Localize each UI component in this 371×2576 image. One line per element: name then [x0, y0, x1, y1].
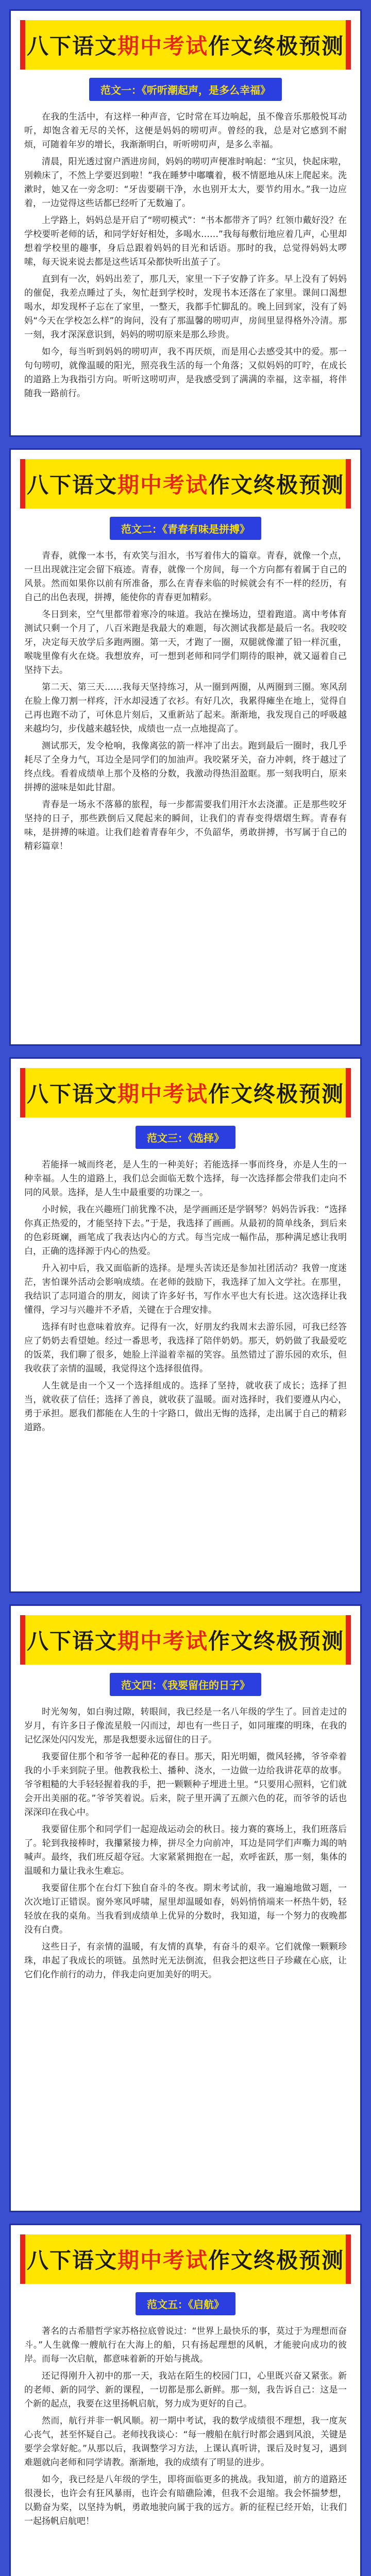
- banner-title: [20, 1068, 351, 1117]
- article-paragraph: 清晨，阳光透过窗户洒进房间，妈妈的唠叨声便准时响起：“宝贝，快起床啦，别赖床了，不然上学要迟到啦！”我在睡梦中嘟囔着，极不情愿地从床上爬起来。洗漱时，她又在一旁念叨：“牙齿要刷干净，水也别开太大，要节约用水。”我一边应着，一边觉得这些话都已经听了无数遍了。: [24, 157, 347, 209]
- article-body: [11, 545, 360, 866]
- article-card-3: [9, 1057, 362, 1593]
- banner-left-stripe: [20, 20, 25, 70]
- article-paragraph: 还记得刚升入初中的那一天，我站在陌生的校园门口，心里既兴奋又紧张。新的老师、新的同学、新的课程，一切都是那么新鲜。那一刻，我告诉自己：这是一个新的起点，我要在这里扬帆启航，努力成为更好的自己。: [24, 2371, 347, 2409]
- banner-title-suffix: 作文终极预测: [208, 472, 345, 498]
- article-paragraph: 上学路上，妈妈总是开启了“唠叨模式”：“书本都带齐了吗？红领巾戴好没？在学校要听老师的话，和同学好好相处，多喝水……”我每每敷衍地应着几声，心里却想着学校里的趣事，身后总跟着妈妈的目光和话语。那时的我，总觉得妈妈太啰嗦，每天说来说去都是这些话耳朵都快听出茧子了。: [24, 215, 347, 267]
- article-paragraph: 我要留住那个和同学们一起迎战运动会的秋日。接力赛的赛场上，我们班落后了。轮到我接棒时，我攥紧接力棒，拼尽全力向前冲，耳边是同学们声嘶力竭的呐喊声。最终，我们班反超夺冠。大家紧紧拥抱在一起，欢呼雀跃，那一刻，集体的温暖和力量让我永生难忘。: [24, 1824, 347, 1876]
- article-card-4: [9, 1604, 362, 2212]
- article-paragraph: 如今，我已经是八年级的学生，即将面临更多的挑战。我知道，前方的道路还很漫长，也许会有狂风暴雨，也许会有暗礁险滩，但我不会退缩。我会怀揣梦想，以勤奋为桨，以坚持为帆，勇敢地驶向属于我的远方。新的征程已经开始，让我们一起扬帆启航吧！: [24, 2475, 347, 2527]
- banner-title-prefix: 八下语文: [26, 1629, 117, 1654]
- banner-title: [20, 459, 351, 509]
- banner-left-stripe: [20, 1615, 25, 1665]
- banner-title-prefix: 八下语文: [26, 33, 117, 59]
- article-paragraph: 第二天、第三天……我每天坚持练习，从一圈到两圈，从两圈到三圈。寒风刮在脸上像刀割一样疼，汗水却浸透了衣衫。有好几次，我累得瘫坐在地上，觉得自己再也跑不动了，可休息片刻后，又重新站了起来。渐渐地，我发现自己的呼吸越来越均匀，步伐越来越轻快，成绩也一点一点地提高了。: [24, 682, 347, 734]
- banner-right-stripe: [346, 1068, 351, 1117]
- banner-title-highlight: 期中考试: [117, 1629, 208, 1654]
- article-paragraph: 我要留住那个和爷爷一起种花的春日。那天，阳光明媚，微风轻拂，爷爷牵着我的小手来到院子里。他教我松土、播种、浇水，一边做一边给我讲花草的故事。爷爷粗糙的大手轻轻握着我的手，把一颗颗种子埋进土里。“只要用心照料，它们就会开出美丽的花。”爷爷笑着说。后来，院子里开满了五颜六色的花，而爷爷的话也深深印在我心中。: [24, 1752, 347, 1818]
- banner-title: [20, 1615, 351, 1665]
- article-paragraph: 时光匆匆，如白驹过隙，转眼间，我已经是一名八年级的学生了。回首走过的岁月，有许多日子像流星般一闪而过，却也有一些日子，如同璀璨的明珠，在我的记忆深处闪闪发光，那是我想要永远留住的日子。: [24, 1707, 347, 1745]
- banner-title-suffix: 作文终极预测: [208, 33, 345, 59]
- article-paragraph: 如今，每当听到妈妈的唠叨声，我不再厌烦，而是用心去感受其中的爱。那一句句唠叨，就像温暖的阳光，照亮我生活的每一个角落；又似妈妈的叮咛，在成长的道路上为我指引方向。听听这唠叨声，是我感受到了满满的幸福，这幸福，将伴随我一路前行。: [24, 347, 347, 399]
- banner-title-prefix: 八下语文: [26, 2248, 117, 2273]
- article-paragraph: 在我的生活中，有这样一种声音，它时常在耳边响起，虽不像音乐那般悦耳动听，却饱含着无尽的关怀，这便是妈妈的唠叨声。曾经的我，总是对它感到不耐烦，可随着年岁的增长，我渐渐明白，听听唠叨声，是多么幸福。: [24, 112, 347, 150]
- article-subtitle: 范文五：《启航》: [136, 2292, 235, 2315]
- article-paragraph: 青春是一场永不落幕的旅程，每一步都需要我们用汗水去浇灌。正是那些咬牙坚持的日子，那些跌倒后又爬起来的瞬间，让我们的青春变得熠熠生辉。青春有味，是拼搏的味道。让我们趁着青春年少，不负韶华，勇敢拼搏，书写属于自己的精彩篇章！: [24, 800, 347, 852]
- article-paragraph: 然而，航行并非一帆风顺。初一期中考试，我的数学成绩很不理想，我一度灰心丧气，甚至怀疑自己。老师找我谈心：“每一艘船在航行时都会遇到风浪，关键是要学会掌好舵。”从那以后，我调整学习方法，上课认真听讲，课后及时复习，遇到难题就向老师和同学请教。渐渐地，我的成绩有了明显的进步。: [24, 2416, 347, 2468]
- article-paragraph: 测试那天，发令枪响，我像离弦的箭一样冲了出去。跑到最后一圈时，我几乎耗尽了全身力气，耳边全是同学们的加油声。我咬紧牙关，奋力冲刺，终于越过了终点线。看着成绩单上那个及格的分数，我激动得热泪盈眶。那一刻我明白，原来拼搏的滋味是如此甘甜。: [24, 741, 347, 793]
- banner-left-stripe: [20, 2234, 25, 2284]
- article-card-2: [9, 448, 362, 1046]
- banner-title: [20, 2234, 351, 2284]
- article-card-1: [9, 9, 362, 437]
- banner-right-stripe: [346, 459, 351, 509]
- banner-title-prefix: 八下语文: [26, 1081, 117, 1107]
- banner-left-stripe: [20, 459, 25, 509]
- article-subtitle: 范文一：《听听潮起声，是多么幸福》: [89, 78, 282, 101]
- article-paragraph: 著名的古希腊哲学家苏格拉底曾说过：“世界上最快乐的事，莫过于为理想而奋斗。”人生就像一艘航行在大海上的船，只有扬起理想的风帆，才能驶向成功的彼岸。而每一次启航，都意味着新的开始与挑战。: [24, 2326, 347, 2364]
- article-card-5: [9, 2224, 362, 2576]
- banner-title-suffix: 作文终极预测: [208, 1629, 345, 1654]
- article-paragraph: 人生就是由一个又一个选择组成的。选择了坚持，就收获了成长；选择了担当，就收获了信任；选择了善良，就收获了温暖。面对选择时，我们要遵从内心，勇于承担。愿我们都能在人生的十字路口，做出无悔的选择，走出属于自己的精彩道路。: [24, 1381, 347, 1433]
- banner-title-suffix: 作文终极预测: [208, 2248, 345, 2273]
- banner-right-stripe: [346, 2234, 351, 2284]
- article-subtitle: 范文四：《我要留住的日子》: [110, 1673, 261, 1696]
- article-paragraph: 小时候，我在兴趣班门前犹豫不决，是学画画还是学钢琴？妈妈告诉我：“选择你真正热爱的，才能坚持下去。”于是，我选择了画画。从最初的简单线条，到后来的色彩斑斓，画笔成了我表达内心的方式。每当完成一幅作品，那种满足感让我明白，正确的选择源于内心的热爱。: [24, 1205, 347, 1257]
- article-paragraph: 若能择一城而终老，是人生的一种美好；若能选择一事而终身，亦是人生的一种幸福。人生的道路上，我们总会面临无数个选择，每一次选择都会带我们走向不同的风景。选择，是人生中最重要的功课之一。: [24, 1160, 347, 1198]
- banner-right-stripe: [346, 20, 351, 70]
- article-body: [11, 2320, 360, 2541]
- banner-right-stripe: [346, 1615, 351, 1665]
- banner-title-highlight: 期中考试: [117, 472, 208, 498]
- article-body: [11, 1701, 360, 1994]
- banner-title-suffix: 作文终极预测: [208, 1081, 345, 1107]
- article-paragraph: 选择有时也意味着放弃。记得有一次，好朋友约我周末去游乐园，可我已经答应了奶奶去看望她。经过一番思考，我选择了陪伴奶奶。那天，奶奶做了我最爱吃的饭菜，我们聊了很多，她脸上洋溢着幸福的笑容。虽然错过了游乐园的欢乐，但我收获了亲情的温暖，我觉得这个选择很值得。: [24, 1322, 347, 1374]
- banner-title-prefix: 八下语文: [26, 472, 117, 498]
- article-paragraph: 青春，就像一本书，有欢笑与泪水，书写着伟大的篇章。青春，就像一个点，一旦出现就注定会留下痕迹。青春，就像一个房间，每一个方向都有着属于自己的风景。然而如果你以前有所准备，那么在青春来临的时候就会有不一样的经历，有自己的出色表现，拼搏，能使你的青春更加精彩。: [24, 551, 347, 603]
- banner-title: [20, 20, 351, 70]
- banner-title-highlight: 期中考试: [117, 1081, 208, 1107]
- banner-left-stripe: [20, 1068, 25, 1117]
- article-subtitle: 范文二：《青春有味是拼搏》: [110, 517, 261, 540]
- article-subtitle: 范文三：《选择》: [136, 1126, 235, 1149]
- article-paragraph: 冬日到来，空气里都带着寒冷的味道。我站在操场边，望着跑道。离中考体育测试只剩一个月了，八百米跑是我最大的难题，每次测试我都是最后一名。我咬咬牙，决定每天放学后多跑两圈。第一天，才跑了一圈，双腿就像灌了铅一样沉重，喉咙里像有火在烧。我想放弃，可一想到老师和同学们期待的眼神，就又逼着自己坚持下去。: [24, 609, 347, 675]
- article-paragraph: 我要留住那个在台灯下独自奋斗的冬夜。期末考试前，我一遍遍地做习题，一次次地订正错误。窗外寒风呼啸，屋里却温暖如春，妈妈悄悄端来一杯热牛奶，轻轻放在我的桌角。当我看到成绩单上优异的分数时，我知道，每一个努力的夜晚都没有白费。: [24, 1883, 347, 1935]
- article-paragraph: 直到有一次，妈妈出差了，那几天，家里一下子安静了许多。早上没有了妈妈的催促，我差点睡过了头，匆忙赶到学校时，发现书本还落在了家里。课间口渴想喝水，却发现杯子忘在了家里，一整天，我都手忙脚乱的。晚上回到家，没有了妈妈“今天在学校怎么样”的询问，没有了那温馨的唠叨声，房间里显得格外冷清。那一刻，我才深深意识到，妈妈的唠叨原来是那么珍贵。: [24, 274, 347, 340]
- article-paragraph: 这些日子，有亲情的温暖，有友情的真挚，有奋斗的艰辛。它们就像一颗颗珍珠，串起了我成长的项链。虽然时光无法倒流，但我会把这些日子珍藏在心底，让它们化作前行的动力，伴我走向更加美好的明天。: [24, 1942, 347, 1980]
- banner-title-highlight: 期中考试: [117, 33, 208, 59]
- banner-title-highlight: 期中考试: [117, 2248, 208, 2273]
- article-paragraph: 升入初中后，我又面临新的选择。是埋头苦读还是参加社团活动？我曾一度迷茫，害怕课外活动会影响成绩。在老师的鼓励下，我选择了加入文学社。在那里，我结识了志同道合的朋友，阅读了许多好书，写作水平也大有长进。这次选择让我懂得，学习与兴趣并不矛盾，关键在于合理安排。: [24, 1263, 347, 1315]
- article-body: [11, 106, 360, 413]
- article-body: [11, 1154, 360, 1447]
